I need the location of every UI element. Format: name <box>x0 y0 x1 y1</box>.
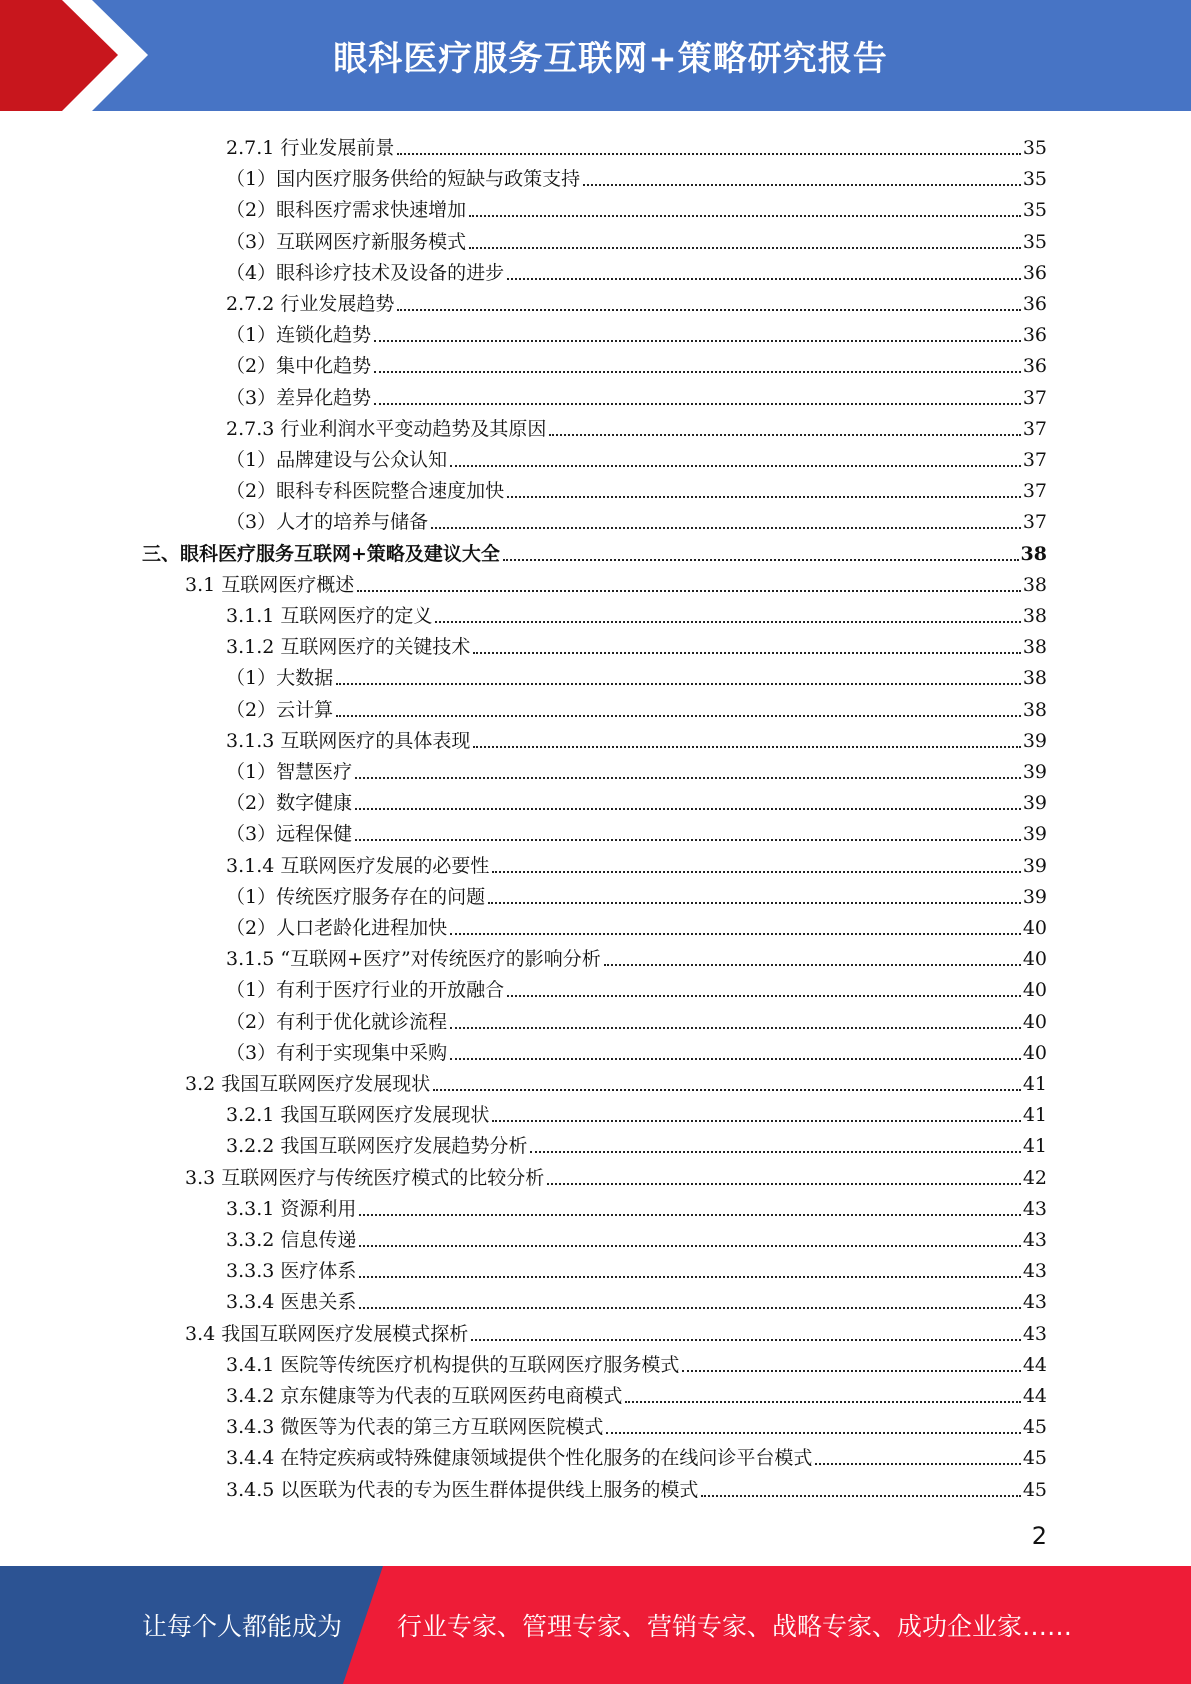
toc-entry-page: 45 <box>1022 1447 1047 1470</box>
toc-entry-page: 40 <box>1022 1041 1047 1064</box>
toc-entry-page: 39 <box>1022 729 1047 752</box>
toc-entry-label: 2.7.3 行业利润水平变动趋势及其原因 <box>226 417 547 440</box>
toc-entry-label: （3）人才的培养与储备 <box>226 511 429 534</box>
toc-dot-leader <box>355 808 1021 810</box>
toc-dot-leader <box>492 1120 1020 1122</box>
toc-entry-label: 3.3 互联网医疗与传统医疗模式的比较分析 <box>185 1166 545 1189</box>
toc-entry[interactable] <box>226 190 1047 221</box>
toc-entry[interactable] <box>226 877 1047 908</box>
toc-entry-page: 35 <box>1022 199 1047 222</box>
toc-dot-leader <box>397 309 1020 311</box>
toc-entry-page: 38 <box>1022 605 1047 627</box>
toc-entry[interactable] <box>226 1002 1047 1033</box>
toc-entry-label: 3.1 互联网医疗概述 <box>185 573 355 596</box>
toc-entry[interactable] <box>226 284 1047 315</box>
toc-dot-leader <box>488 902 1021 904</box>
toc-entry-page: 36 <box>1022 355 1047 378</box>
toc-entry[interactable] <box>226 1126 1047 1157</box>
toc-entry[interactable] <box>226 1220 1047 1251</box>
toc-entry-label: 3.2 我国互联网医疗发展现状 <box>185 1073 431 1095</box>
toc-entry-page: 39 <box>1022 792 1047 815</box>
toc-entry-label: 3.1.2 互联网医疗的关键技术 <box>226 636 471 659</box>
toc-entry[interactable] <box>226 846 1047 877</box>
footer-slogan-left: 让每个人都能成为 <box>142 1612 343 1641</box>
toc-entry-label: （4）眼科诊疗技术及设备的进步 <box>226 261 505 284</box>
toc-entry-label: 3.4.3 微医等为代表的第三方互联网医院模式 <box>226 1416 604 1439</box>
toc-entry[interactable] <box>226 721 1047 752</box>
toc-entry[interactable] <box>226 440 1047 471</box>
toc-entry-page: 40 <box>1022 948 1047 971</box>
toc-dot-leader <box>374 340 1021 342</box>
toc-entry[interactable] <box>226 1033 1047 1064</box>
toc-entry[interactable] <box>226 783 1047 814</box>
page-header <box>0 0 1191 111</box>
toc-dot-leader <box>815 1463 1020 1465</box>
toc-entry-page: 39 <box>1022 761 1047 783</box>
toc-entry[interactable] <box>226 627 1047 658</box>
toc-entry-label: （2）数字健康 <box>226 792 353 815</box>
toc-dot-leader <box>507 496 1021 498</box>
toc-entry[interactable] <box>226 1095 1047 1126</box>
toc-entry-label: （3）远程保健 <box>226 823 353 846</box>
toc-entry-page: 38 <box>1020 542 1047 565</box>
toc-entry[interactable] <box>185 1158 1047 1189</box>
toc-entry-label: 3.3.2 信息传递 <box>226 1229 357 1251</box>
toc-dot-leader <box>355 839 1021 841</box>
toc-dot-leader <box>374 371 1021 373</box>
footer-slogan-right: 行业专家、管理专家、营销专家、战略专家、成功企业家…… <box>397 1612 1073 1641</box>
toc-dot-leader <box>604 964 1021 966</box>
toc-entry-page: 37 <box>1022 511 1047 534</box>
toc-entry-label: 3.2.2 我国互联网医疗发展趋势分析 <box>226 1135 528 1158</box>
toc-entry[interactable] <box>226 752 1047 783</box>
toc-entry-page: 41 <box>1022 1073 1047 1095</box>
toc-entry-page: 44 <box>1022 1353 1047 1376</box>
toc-entry-label: 2.7.2 行业发展趋势 <box>226 293 395 315</box>
toc-dot-leader <box>397 153 1020 155</box>
toc-entry-label: （1）连锁化趋势 <box>226 324 372 347</box>
toc-dot-leader <box>450 933 1021 935</box>
toc-dot-leader <box>359 1307 1020 1309</box>
toc-entry-label: 3.3.3 医疗体系 <box>226 1260 357 1283</box>
toc-entry-page: 39 <box>1022 823 1047 846</box>
toc-entry[interactable] <box>142 534 1047 565</box>
toc-entry[interactable] <box>226 253 1047 284</box>
toc-entry-label: 3.2.1 我国互联网医疗发展现状 <box>226 1104 490 1127</box>
toc-entry-label: 3.4.2 京东健康等为代表的互联网医药电商模式 <box>226 1385 623 1407</box>
toc-entry[interactable] <box>185 1064 1047 1095</box>
toc-entry-page: 35 <box>1022 168 1047 191</box>
toc-dot-leader <box>473 746 1020 748</box>
toc-entry-page: 40 <box>1022 979 1047 1002</box>
toc-entry-label: 3.1.3 互联网医疗的具体表现 <box>226 729 471 752</box>
toc-entry[interactable] <box>226 315 1047 346</box>
toc-entry-label: （3）有利于实现集中采购 <box>226 1041 448 1064</box>
toc-dot-leader <box>503 559 1019 561</box>
toc-entry-page: 43 <box>1022 1229 1047 1251</box>
toc-entry-page: 41 <box>1022 1135 1047 1158</box>
toc-dot-leader <box>374 403 1021 405</box>
toc-entry-label: 3.4 我国互联网医疗发展模式探析 <box>185 1322 469 1345</box>
toc-entry-page: 39 <box>1022 885 1047 908</box>
toc-dot-leader <box>336 683 1021 685</box>
toc-entry-page: 38 <box>1022 573 1047 596</box>
page-number: 2 <box>1031 1522 1047 1550</box>
toc-dot-leader <box>492 871 1020 873</box>
toc-entry-page: 38 <box>1022 636 1047 659</box>
toc-entry-page: 35 <box>1022 137 1047 159</box>
toc-dot-leader <box>507 278 1021 280</box>
toc-entry-label: 3.3.1 资源利用 <box>226 1197 357 1220</box>
toc-entry[interactable] <box>185 565 1047 596</box>
toc-entry[interactable] <box>226 346 1047 377</box>
toc-entry-label: （2）眼科医疗需求快速增加 <box>226 199 467 222</box>
toc-entry[interactable] <box>226 1282 1047 1313</box>
toc-entry-page: 39 <box>1022 854 1047 877</box>
toc-entry[interactable] <box>226 690 1047 721</box>
toc-dot-leader <box>355 777 1021 779</box>
toc-entry[interactable] <box>226 1345 1047 1376</box>
toc-dot-leader <box>547 1183 1021 1185</box>
toc-dot-leader <box>357 590 1021 592</box>
toc-entry-page: 44 <box>1022 1385 1047 1407</box>
toc-dot-leader <box>701 1495 1020 1497</box>
toc-entry[interactable] <box>226 596 1047 627</box>
toc-entry-label: 三、眼科医疗服务互联网+策略及建议大全 <box>142 542 500 565</box>
toc-dot-leader <box>433 1089 1021 1091</box>
toc-entry-page: 36 <box>1022 293 1047 315</box>
toc-dot-leader <box>583 184 1021 186</box>
toc-dot-leader <box>359 1214 1020 1216</box>
toc-entry[interactable] <box>226 1407 1047 1438</box>
toc-entry-label: （3）差异化趋势 <box>226 386 372 409</box>
toc-entry-label: 3.4.1 医院等传统医疗机构提供的互联网医疗服务模式 <box>226 1353 680 1376</box>
toc-entry-label: （2）集中化趋势 <box>226 355 372 378</box>
toc-entry[interactable] <box>226 378 1047 409</box>
toc-entry[interactable] <box>226 1251 1047 1282</box>
page-footer <box>0 1566 1191 1684</box>
toc-dot-leader <box>469 247 1021 249</box>
toc-entry[interactable] <box>226 970 1047 1001</box>
toc-entry[interactable] <box>226 1376 1047 1407</box>
toc-entry[interactable] <box>226 471 1047 502</box>
toc-entry-label: 2.7.1 行业发展前景 <box>226 137 395 159</box>
toc-entry[interactable] <box>226 908 1047 939</box>
toc-entry[interactable] <box>226 128 1047 159</box>
toc-dot-leader <box>530 1151 1020 1153</box>
toc-entry-page: 37 <box>1022 386 1047 409</box>
toc-entry-label: （1）大数据 <box>226 667 334 690</box>
toc-dot-leader <box>471 1339 1021 1341</box>
toc-entry-label: （1）品牌建设与公众认知 <box>226 449 448 471</box>
toc-entry-page: 37 <box>1022 449 1047 471</box>
document-title: 眼科医疗服务互联网+策略研究报告 <box>333 39 888 79</box>
toc-entry-label: （1）智慧医疗 <box>226 761 353 783</box>
toc-entry-page: 37 <box>1022 480 1047 503</box>
toc-entry-page: 45 <box>1022 1416 1047 1439</box>
toc-entry-page: 43 <box>1022 1322 1047 1345</box>
toc-entry-page: 42 <box>1022 1166 1047 1189</box>
toc-entry-label: （2）有利于优化就诊流程 <box>226 1010 448 1033</box>
toc-entry-label: （2）云计算 <box>226 698 334 721</box>
toc-entry-label: （1）国内医疗服务供给的短缺与政策支持 <box>226 168 581 191</box>
toc-entry[interactable] <box>226 222 1047 253</box>
toc-dot-leader <box>431 527 1021 529</box>
toc-dot-leader <box>473 652 1020 654</box>
toc-entry-page: 41 <box>1022 1104 1047 1127</box>
toc-entry[interactable] <box>226 1470 1047 1501</box>
toc-entry-page: 35 <box>1022 230 1047 253</box>
toc-dot-leader <box>336 715 1021 717</box>
toc-dot-leader <box>507 995 1021 997</box>
toc-entry-page: 36 <box>1022 324 1047 347</box>
toc-entry[interactable] <box>226 814 1047 845</box>
toc-dot-leader <box>450 465 1021 467</box>
toc-entry-label: （2）眼科专科医院整合速度加快 <box>226 480 505 503</box>
toc-dot-leader <box>359 1245 1020 1247</box>
toc-dot-leader <box>469 215 1021 217</box>
toc-dot-leader <box>682 1370 1020 1372</box>
toc-entry[interactable] <box>226 409 1047 440</box>
toc-dot-leader <box>435 621 1020 623</box>
toc-entry[interactable] <box>226 939 1047 970</box>
toc-dot-leader <box>359 1276 1020 1278</box>
toc-entry-label: 3.3.4 医患关系 <box>226 1291 357 1314</box>
toc-entry-page: 37 <box>1022 417 1047 440</box>
toc-dot-leader <box>450 1027 1021 1029</box>
toc-entry-label: 3.4.5 以医联为代表的专为医生群体提供线上服务的模式 <box>226 1478 699 1501</box>
toc-entry[interactable] <box>226 1189 1047 1220</box>
toc-dot-leader <box>606 1432 1020 1434</box>
toc-entry[interactable] <box>226 658 1047 689</box>
toc-entry-page: 40 <box>1022 1010 1047 1033</box>
toc-entry-label: 3.1.1 互联网医疗的定义 <box>226 605 433 627</box>
toc-dot-leader <box>549 434 1020 436</box>
toc-entry-page: 36 <box>1022 261 1047 284</box>
toc-entry-page: 38 <box>1022 667 1047 690</box>
toc-entry-page: 45 <box>1022 1478 1047 1501</box>
toc-dot-leader <box>450 1058 1021 1060</box>
toc-entry-page: 40 <box>1022 917 1047 939</box>
toc-entry[interactable] <box>185 1314 1047 1345</box>
toc-entry-page: 43 <box>1022 1197 1047 1220</box>
toc-dot-leader <box>625 1401 1020 1403</box>
toc-entry-label: （1）有利于医疗行业的开放融合 <box>226 979 505 1002</box>
toc-entry-label: （3）互联网医疗新服务模式 <box>226 230 467 253</box>
toc-entry[interactable] <box>226 159 1047 190</box>
toc-entry-label: 3.1.4 互联网医疗发展的必要性 <box>226 854 490 877</box>
toc-entry[interactable] <box>226 502 1047 533</box>
toc-entry-label: （2）人口老龄化进程加快 <box>226 917 448 939</box>
toc-entry-label: 3.1.5 “互联网+医疗”对传统医疗的影响分析 <box>226 948 601 971</box>
toc-entry-label: （1）传统医疗服务存在的问题 <box>226 885 486 908</box>
toc-entry-page: 43 <box>1022 1260 1047 1283</box>
toc-entry-label: 3.4.4 在特定疾病或特殊健康领域提供个性化服务的在线问诊平台模式 <box>226 1447 813 1470</box>
toc-entry-page: 38 <box>1022 698 1047 721</box>
toc-entry[interactable] <box>226 1438 1047 1469</box>
toc-entry-page: 43 <box>1022 1291 1047 1314</box>
